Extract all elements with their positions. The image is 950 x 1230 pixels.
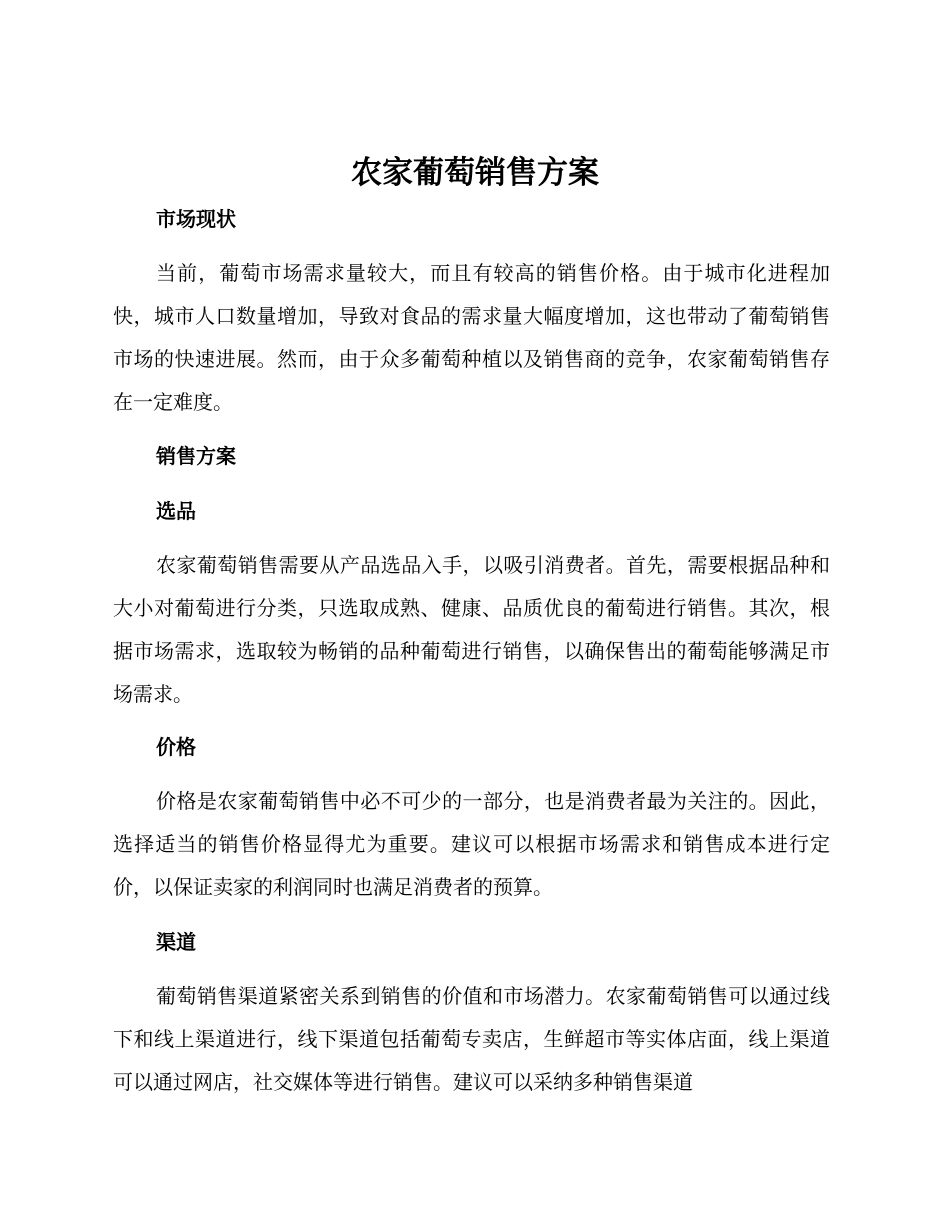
section-heading-sales-plan: 销售方案	[156, 444, 236, 468]
paragraph-price: 价格是农家葡萄销售中必不可少的一部分，也是消费者最为关注的。因此，选择适当的销售价格显得尤为重要。建议可以根据市场需求和销售成本进行定价，以保证卖家的利润同时也满足消费者的预算。	[113, 789, 830, 899]
section-heading-channels: 渠道	[156, 930, 196, 954]
section-heading-product-selection: 选品	[156, 499, 196, 523]
document-title: 农家葡萄销售方案	[351, 155, 599, 191]
paragraph-market-status: 当前，葡萄市场需求量较大，而且有较高的销售价格。由于城市化进程加快，城市人口数量增加，导致对食品的需求量大幅度增加，这也带动了葡萄销售市场的快速进展。然而，由于众多葡萄种植以及销售商的竞争，农家葡萄销售存在一定难度。	[113, 261, 830, 414]
paragraph-product-selection: 农家葡萄销售需要从产品选品入手，以吸引消费者。首先，需要根据品种和大小对葡萄进行分类，只选取成熟、健康、品质优良的葡萄进行销售。其次，根据市场需求，选取较为畅销的品种葡萄进行销售，以确保售出的葡萄能够满足市场需求。	[113, 553, 830, 706]
paragraph-channels: 葡萄销售渠道紧密关系到销售的价值和市场潜力。农家葡萄销售可以通过线下和线上渠道进行，线下渠道包括葡萄专卖店，生鲜超市等实体店面，线上渠道可以通过网店，社交媒体等进行销售。建议可以采纳多种销售渠道	[113, 984, 830, 1094]
section-heading-price: 价格	[156, 735, 196, 759]
section-heading-market-status: 市场现状	[156, 207, 236, 231]
